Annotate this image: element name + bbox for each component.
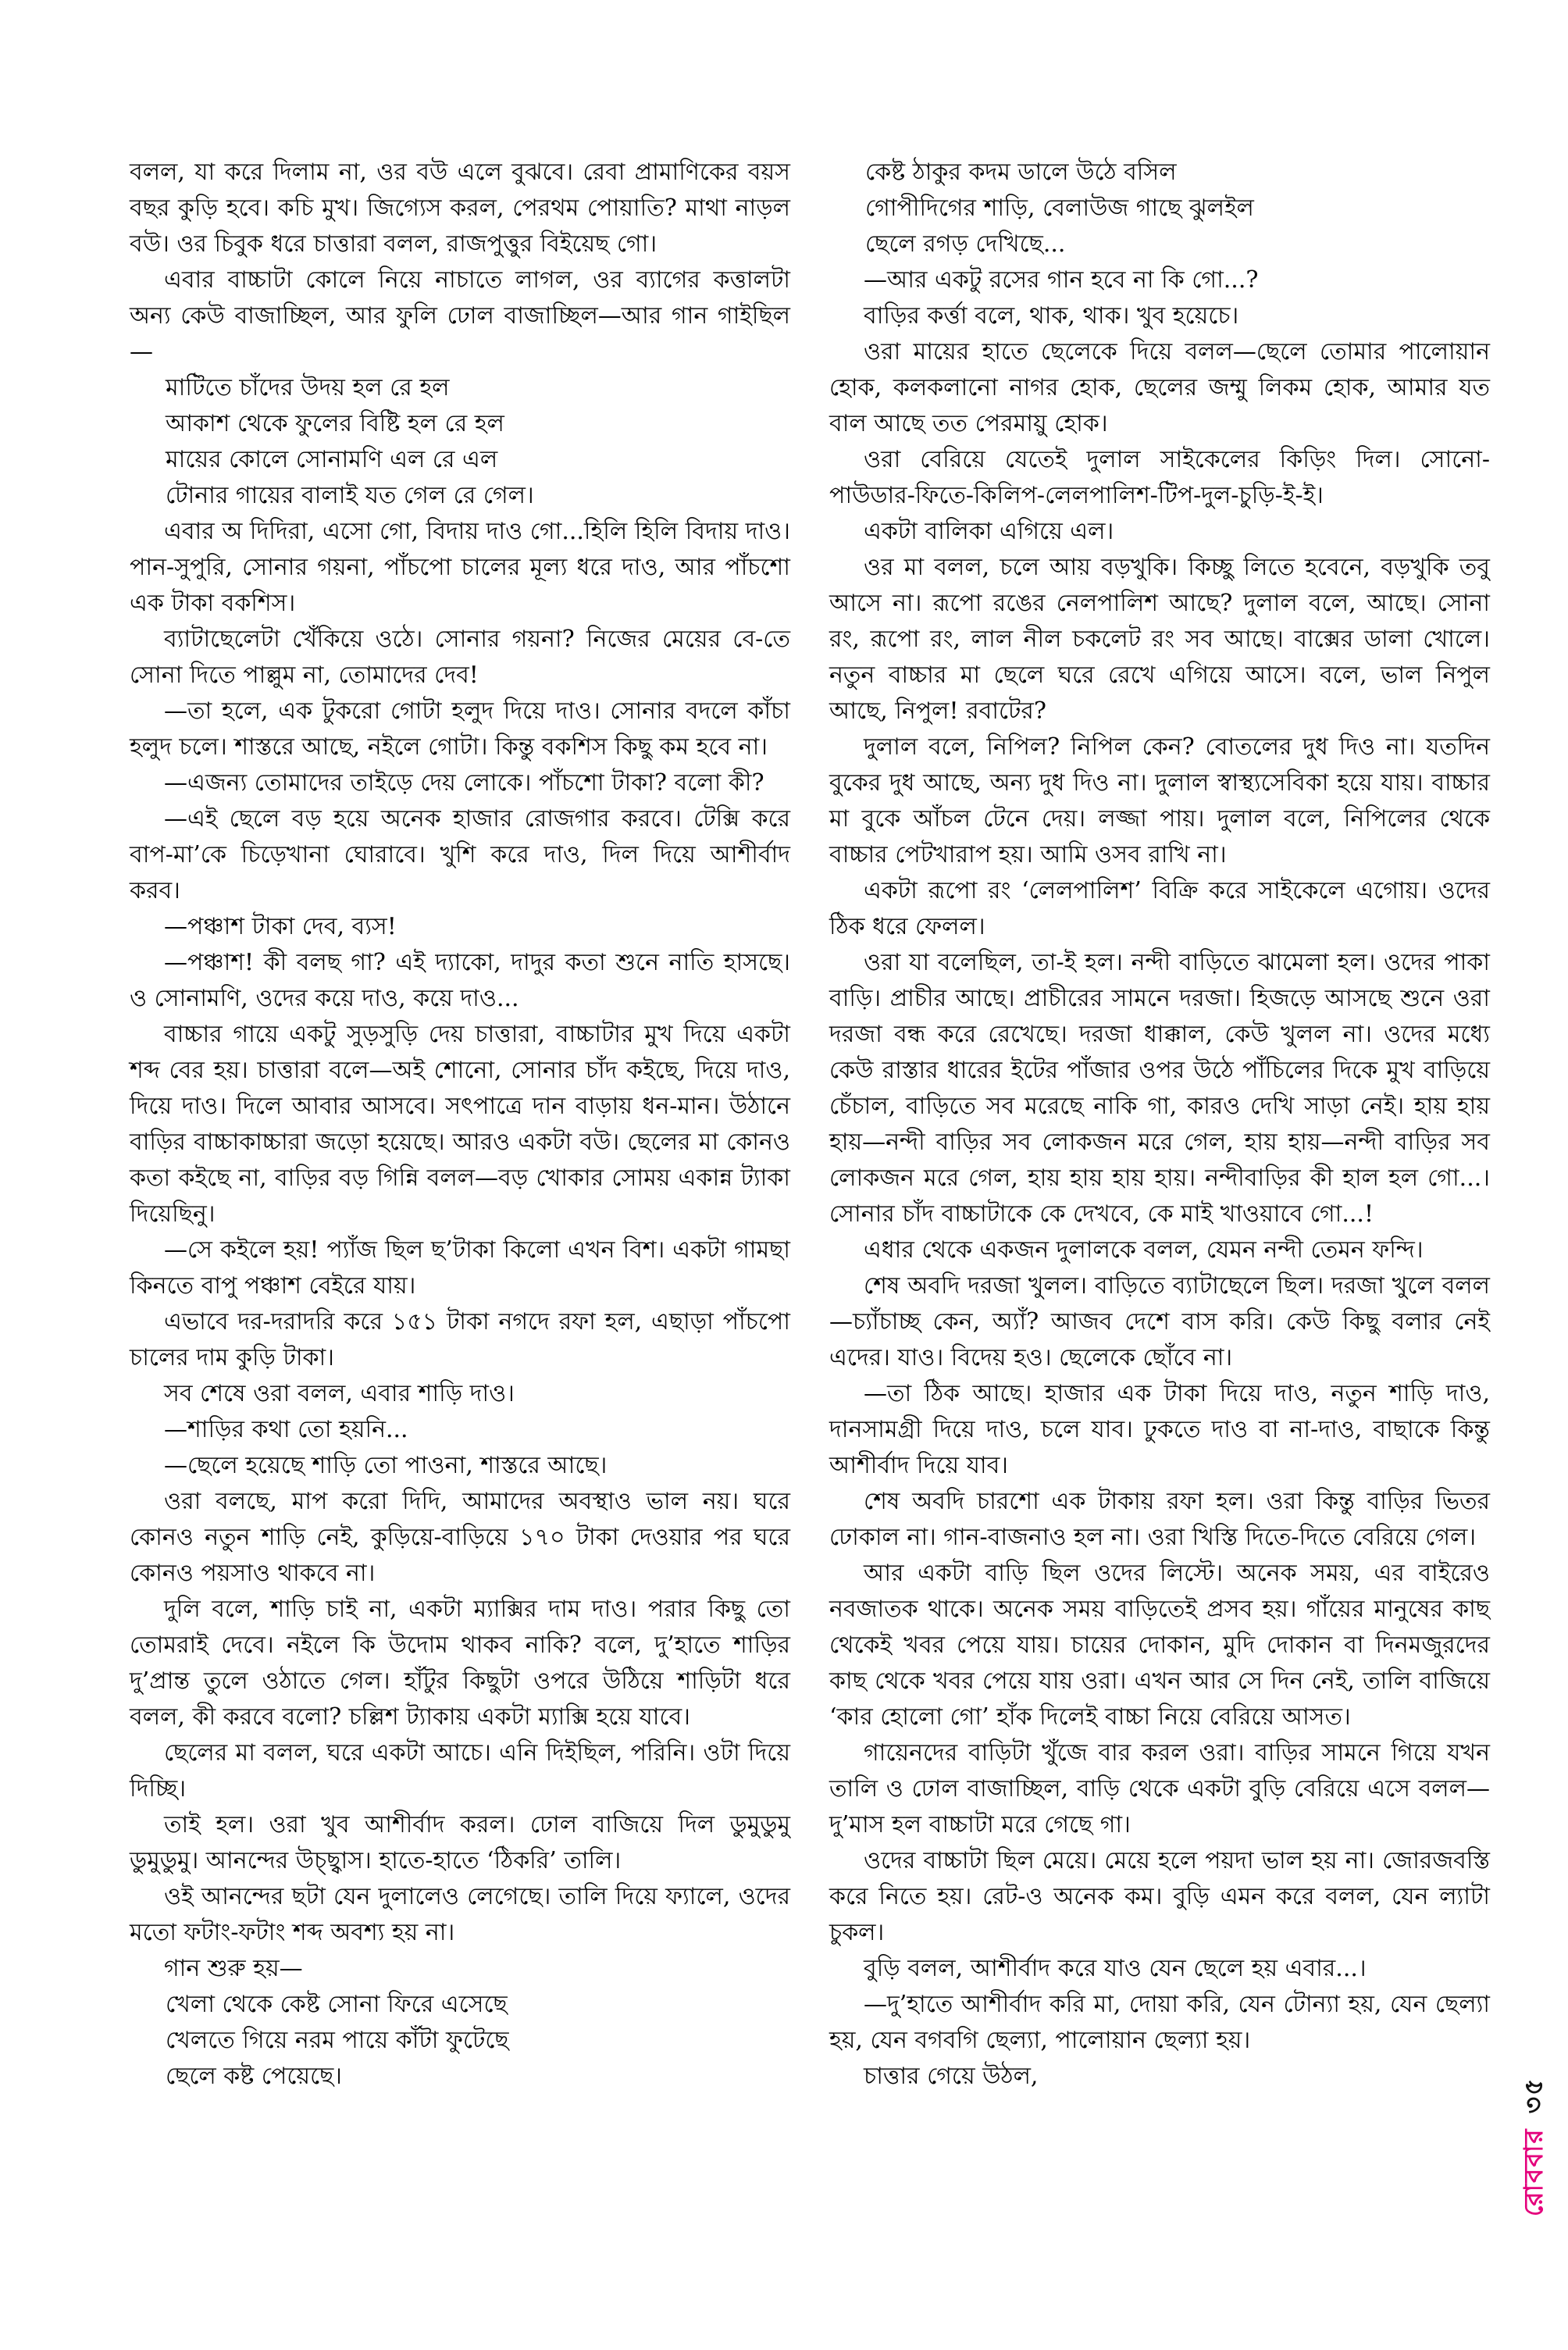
paragraph: তাই হল। ওরা খুব আশীর্বাদ করল। ঢোল বাজিয়ে দিল ডুমুডুমু ডুমুডুমু। আনন্দের উচ্ছ্বাস। হাতে-হাতে ‘ঠিকরি’ তালি। (130, 1811, 790, 1874)
paragraph: ছেলের মা বলল, ঘরে একটা আচে। এনি দিইছিল, পরিনি। ওটা দিয়ে দিচ্ছি। (130, 1739, 790, 1803)
paragraph: এবার অ দিদিরা, এসো গো, বিদায় দাও গো...হিলি হিলি বিদায় দাও। পান-সুপুরি, সোনার গয়না, পাঁচপো চালের মূল্য ধরে দাও, আর পাঁচশো এক টাকা বকশিস। (130, 518, 790, 617)
paragraph: দুলাল বলে, নিপিল? নিপিল কেন? বোতলের দুধ দিও না। যতদিন বুকের দুধ আছে, অন্য দুধ দিও না। দুলাল স্বাস্থ্যসেবিকা হয়ে যায়। বাচ্চার মা বুকে আঁচল টেনে দেয়। লজ্জা পায়। দুলাল বলে, নিপিলের থেকে বাচ্চার পেটখারাপ হয়। আমি ওসব রাখি না। (829, 733, 1490, 868)
paragraph: গায়েনদের বাড়িটা খুঁজে বার করল ওরা। বাড়ির সামনে গিয়ে যখন তালি ও ঢোল বাজাচ্ছিল, বাড়ি থেকে একটা বুড়ি বেরিয়ে এসে বলল—দু’মাস হল বাচ্চাটা মরে গেছে গা। (829, 1739, 1490, 1838)
paragraph: —এজন্য তোমাদের তাইড়ে দেয় লোকে। পাঁচশো টাকা? বলো কী? (164, 769, 764, 797)
verse-line: ছেলে কষ্ট পেয়েছে। (166, 2063, 343, 2090)
paragraph: গান শুরু হয়— (164, 1955, 303, 1982)
paragraph: বলল, যা করে দিলাম না, ওর বউ এলে বুঝবে। রেবা প্রামাণিকের বয়স বছর কুড়ি হবে। কচি মুখ। জিগ্যেস করল, পেরথম পোয়াতি? মাথা নাড়ল বউ। ওর চিবুক ধরে চাত্তারা বলল, রাজপুত্তুর বিইয়েছ গো। (130, 159, 790, 258)
paragraph: এবার বাচ্চাটা কোলে নিয়ে নাচাতে লাগল, ওর ব্যাগের কত্তালটা অন্য কেউ বাজাচ্ছিল, আর ফুলি ঢোল বাজাচ্ছিল—আর গান গাইছিল— (130, 266, 790, 366)
verse-line: ছেলে রগড় দেখিছে... (865, 230, 1066, 258)
paragraph: এধার থেকে একজন দুলালকে বলল, যেমন নন্দী তেমন ফন্দি। (864, 1236, 1424, 1264)
page-number: ৩৫ (1518, 2077, 1548, 2114)
paragraph: —দু’হাতে আশীর্বাদ করি মা, দোয়া করি, যেন টোন্যা হয়, যেন ছেল্যা হয়, যেন বগবগি ছেল্যা, পালোয়ান ছেল্যা হয়। (829, 1991, 1490, 2054)
verse-line: খেলতে গিয়ে নরম পায়ে কাঁটা ফুটেছে (166, 2027, 509, 2054)
paragraph: —শাড়ির কথা তো হয়নি... (164, 1416, 408, 1443)
paragraph: —তা হলে, এক টুকরো গোটা হলুদ দিয়ে দাও। সোনার বদলে কাঁচা হলুদ চলে। শাস্তরে আছে, নইলে গোটা। কিন্তু বকশিস কিছু কম হবে না। (130, 697, 790, 761)
paragraph: —ছেলে হয়েছে শাড়ি তো পাওনা, শাস্তরে আছে। (164, 1452, 608, 1479)
paragraph: চাত্তার গেয়ে উঠল, (864, 2063, 1039, 2090)
paragraph: বাড়ির কর্ত্তা বলে, থাক, থাক। খুব হয়েচে। (864, 302, 1239, 330)
paragraph: ওরা যা বলেছিল, তা-ই হল। নন্দী বাড়িতে ঝামেলা হল। ওদের পাকা বাড়ি। প্রাচীর আছে। প্রাচীরের সামনে দরজা। হিজড়ে আসছে শুনে ওরা দরজা বন্ধ করে রেখেছে। দরজা ধাক্কাল, কেউ খুলল না। ওদের মধ্যে কেউ রাস্তার ধারের ইটের পাঁজার ওপর উঠে পাঁচিলের দিকে মুখ বাড়িয়ে চেঁচাল, বাড়িতে সব মরেছে নাকি গা, কারও দেখি সাড়া নেই। হায় হায় হায়—নন্দী বাড়ির সব লোকজন মরে গেল, হায় হায়—নন্দী বাড়ির সব লোকজন মরে গেল, হায় হায় হায় হায়। নন্দীবাড়ির কী হাল হল গো...। সোনার চাঁদ বাচ্চাটাকে কে দেখবে, কে মাই খাওয়াবে গো...! (829, 949, 1490, 1228)
paragraph: ওরা বেরিয়ে যেতেই দুলাল সাইকেলের কিড়িং দিল। সোনো-পাউডার-ফিতে-কিলিপ-লেলপালিশ-টিপ-দুল-চুড়ি-ই-ই। (829, 446, 1490, 509)
text-column-left (130, 155, 790, 2095)
verse-line: মাটিতে চাঁদের উদয় হল রে হল (166, 374, 450, 401)
paragraph: বুড়ি বলল, আশীর্বাদ করে যাও যেন ছেলে হয় এবার...। (864, 1955, 1367, 1982)
paragraph: ওদের বাচ্চাটা ছিল মেয়ে। মেয়ে হলে পয়দা ভাল হয় না। জোরজবস্তি করে নিতে হয়। রেট-ও অনেক কম। বুড়ি এমন করে বলল, যেন ল্যাটা চুকল। (829, 1847, 1490, 1946)
verse-line: কেষ্ট ঠাকুর কদম ডালে উঠে বসিল (865, 159, 1177, 186)
verse-line: খেলা থেকে কেষ্ট সোনা ফিরে এসেছে (166, 1991, 508, 2018)
paragraph: এভাবে দর-দরাদরি করে ১৫১ টাকা নগদে রফা হল, এছাড়া পাঁচপো চালের দাম কুড়ি টাকা। (130, 1308, 790, 1371)
magazine-name: রোববার (1518, 2127, 1548, 2216)
paragraph: —পঞ্চাশ! কী বলছ গা? এই দ্যাকো, দাদুর কতা শুনে নাতি হাসছে। ও সোনামণি, ওদের কয়ে দাও, কয়ে দাও... (130, 949, 790, 1012)
paragraph: ব্যাটাছেলেটা খেঁকিয়ে ওঠে। সোনার গয়না? নিজের মেয়ের বে-তে সোনা দিতে পাল্লুম না, তোমাদের দেব! (130, 626, 790, 689)
paragraph: —এই ছেলে বড় হয়ে অনেক হাজার রোজগার করবে। টেক্সি করে বাপ-মা’কে চিড়েখানা ঘোরাবে। খুশি করে দাও, দিল দিয়ে আশীর্বাদ করব। (130, 805, 790, 904)
paragraph: ওই আনন্দের ছটা যেন দুলালেও লেগেছে। তালি দিয়ে ফ্যালে, ওদের মতো ফটাং-ফটাং শব্দ অবশ্য হয় না। (130, 1883, 790, 1946)
paragraph: আর একটা বাড়ি ছিল ওদের লিস্টে। অনেক সময়, এর বাইরেও নবজাতক থাকে। অনেক সময় বাড়িতেই প্রসব হয়। গাঁয়ের মানুষের কাছ থেকেই খবর পেয়ে যায়। চায়ের দোকান, মুদি দোকান বা দিনমজুরদের কাছ থেকে খবর পেয়ে যায় ওরা। এখন আর সে দিন নেই, তালি বাজিয়ে ‘কার হোলো গো’ হাঁক দিলেই বাচ্চা নিয়ে বেরিয়ে আসত। (829, 1560, 1490, 1731)
paragraph: একটা বালিকা এগিয়ে এল। (864, 518, 1114, 545)
paragraph: ওরা মায়ের হাতে ছেলেকে দিয়ে বলল—ছেলে তোমার পালোয়ান হোক, কলকলানো নাগর হোক, ছেলের জম্মু লিকম হোক, আমার যত বাল আছে তত পেরমায়ু হোক। (829, 338, 1490, 437)
paragraph: সব শেষে ওরা বলল, এবার শাড়ি দাও। (164, 1380, 515, 1407)
verse-line: আকাশ থেকে ফুলের বিষ্টি হল রে হল (166, 410, 504, 437)
paragraph: —তা ঠিক আছে। হাজার এক টাকা দিয়ে দাও, নতুন শাড়ি দাও, দানসামগ্রী দিয়ে দাও, চলে যাব। ঢুকতে দাও বা না-দাও, বাছাকে কিন্তু আশীর্বাদ দিয়ে যাব। (829, 1380, 1490, 1479)
paragraph: দুলি বলে, শাড়ি চাই না, একটা ম্যাক্সির দাম দাও। পরার কিছু তো তোমরাই দেবে। নইলে কি উদোম থাকব নাকি? বলে, দু’হাতে শাড়ির দু’প্রান্ত তুলে ওঠাতে গেল। হাঁটুর কিছুটা ওপরে উঠিয়ে শাড়িটা ধরে বলল, কী করবে বলো? চল্লিশ ট্যাকায় একটা ম্যাক্সি হয়ে যাবে। (130, 1596, 790, 1731)
page-margin-strip (1513, 2077, 1557, 2216)
verse-line: টোনার গায়ের বালাই যত গেল রে গেল। (166, 482, 534, 509)
paragraph: বাচ্চার গায়ে একটু সুড়সুড়ি দেয় চাত্তারা, বাচ্চাটার মুখ দিয়ে একটা শব্দ বের হয়। চাত্তারা বলে—অই শোনো, সোনার চাঁদ কইছে, দিয়ে দাও, দিয়ে দাও। দিলে আবার আসবে। সৎপাত্রে দান বাড়ায় ধন-মান। উঠানে বাড়ির বাচ্চাকাচ্চারা জড়ো হয়েছে। আরও একটা বউ। ছেলের মা কোনও কতা কইছে না, বাড়ির বড় গিন্নি বলল—বড় খোকার সোময় একান্ন ট্যাকা দিয়েছিনু। (130, 1021, 790, 1228)
paragraph: একটা রূপো রং ‘লেলপালিশ’ বিক্রি করে সাইকেলে এগোয়। ওদের ঠিক ধরে ফেলল। (829, 877, 1490, 940)
verse-line: মায়ের কোলে সোনামণি এল রে এল (166, 446, 498, 473)
paragraph: ওর মা বলল, চলে আয় বড়খুকি। কিচ্ছু লিতে হবেনে, বড়খুকি তবু আসে না। রূপো রঙের নেলপালিশ আছে? দুলাল বলে, আছে। সোনা রং, রূপো রং, লাল নীল চকলেট রং সব আছে। বাক্সের ডালা খোলে। নতুন বাচ্চার মা ছেলে ঘরে রেখে এগিয়ে আসে। বলে, ভাল নিপুল আছে, নিপুল! রবাটের? (829, 554, 1490, 725)
text-column-right (829, 155, 1490, 2095)
paragraph: —আর একটু রসের গান হবে না কি গো...? (864, 266, 1259, 294)
paragraph: শেষ অবদি চারশো এক টাকায় রফা হল। ওরা কিন্তু বাড়ির ভিতর ঢোকাল না। গান-বাজনাও হল না। ওরা খিস্তি দিতে-দিতে বেরিয়ে গেল। (829, 1488, 1490, 1551)
paragraph: শেষ অবদি দরজা খুলল। বাড়িতে ব্যাটাছেলে ছিল। দরজা খুলে বলল—চ্যাঁচাচ্ছ কেন, অ্যাঁ? আজব দেশে বাস করি। কেউ কিছু বলার নেই এদের। যাও। বিদেয় হও। ছেলেকে ছোঁবে না। (829, 1272, 1490, 1371)
verse-line: গোপীদিগের শাড়ি, বেলাউজ গাছে ঝুলইল (865, 194, 1254, 222)
paragraph: —পঞ্চাশ টাকা দেব, ব্যস! (164, 913, 397, 940)
paragraph: ওরা বলছে, মাপ করো দিদি, আমাদের অবস্থাও ভাল নয়। ঘরে কোনও নতুন শাড়ি নেই, কুড়িয়ে-বাড়িয়ে ১৭০ টাকা দেওয়ার পর ঘরে কোনও পয়সাও থাকবে না। (130, 1488, 790, 1587)
paragraph: —সে কইলে হয়! প্যাঁজ ছিল ছ’টাকা কিলো এখন বিশ। একটা গামছা কিনতে বাপু পঞ্চাশ বেইরে যায়। (130, 1236, 790, 1300)
